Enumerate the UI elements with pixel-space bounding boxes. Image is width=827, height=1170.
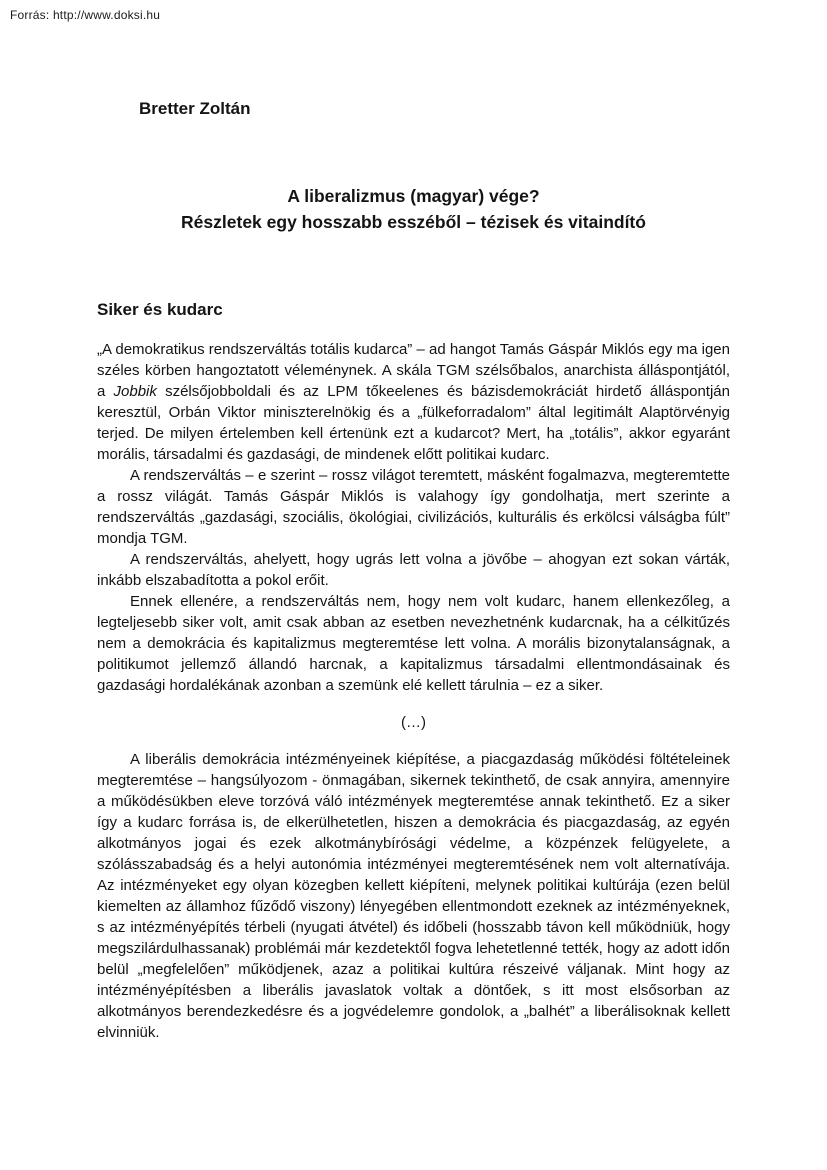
title-line-1: A liberalizmus (magyar) vége? xyxy=(287,186,540,206)
paragraph-1 xyxy=(97,339,730,465)
ellipsis-separator: (…) xyxy=(401,714,426,731)
author-name: Bretter Zoltán xyxy=(139,99,251,118)
paragraph-5: A liberális demokrácia intézményeinek kiépítése, a piacgazdaság működési föltételeinek megteremtése – hangsúlyozom - önmagában, sikernek tekinthető, de csak annyira, amennyire a működésükben eleve torzóvá váló intézmények megteremtése annak tekinthető. Ez a siker így a kudarc forrása is, de elkerülhetetlen, hiszen a demokrácia és piacgazdaság, az egyén alkotmányos jogai és ezek alkotmánybírósági védelme, a közpénzek felügyelete, a szólásszabadság és a helyi autonómia intézményei megteremtésének nem volt alternatívája. Az intézményeket egy olyan közegben kellett kiépíteni, melynek politikai kultúrája (ezen belül kiemelten az államhoz fűződő viszony) lényegében ellentmondott ezeknek az intézményeknek, s az intézményépítés térbeli (nyugati átvétel) és időbeli (hosszabb távon kell működniük, hogy megszilárdulhassanak) problémái már kezdetektől fogva lehetetlenné tették, hogy az adott időn belül „megfelelően” működjenek, azaz a politikai kultúra részeivé váljanak. Mint hogy az intézményépítésben a liberális javaslatok voltak a döntőek, s itt most elsősorban az alkotmányos berendezkedésre és a jogvédelemre gondolok, a „balhét” a liberálisoknak kellett elvinniük. xyxy=(97,751,730,1041)
section-heading: Siker és kudarc xyxy=(97,300,223,319)
paragraph-1-text-start: „A demokratikus rendszerváltás totális kudarca” – ad hangot Tamás Gáspár Miklós egy ma igen széles körben hangoztatott véleménynek. A skála TGM szélsőbalos, anarchista álláspontjától, a xyxy=(97,341,730,400)
paragraph-1-italic-word: Jobbik xyxy=(113,383,157,400)
paragraph-4: Ennek ellenére, a rendszerváltás nem, hogy nem volt kudarc, hanem ellenkezőleg, a legteljesebb siker volt, amit csak abban az esetben nevezhetnénk kudarcnak, ha a célkitűzés nem a demokrácia és kapitalizmus megteremtése lett volna. A morális bizonytalanságnak, a politikumot jellemző állandó harcnak, a kapitalizmus társadalmi ellentmondásainak és gazdasági hordalékának azonban a szemünk elé kellett tárulnia – ez a siker. xyxy=(97,593,730,694)
document-title xyxy=(97,183,730,235)
source-url-line: Forrás: http://www.doksi.hu xyxy=(10,8,161,22)
title-line-2: Részletek egy hosszabb esszéből – tézisek és vitaindító xyxy=(181,212,646,232)
paragraph-2: A rendszerváltás – e szerint – rossz világot teremtett, másként fogalmazva, megteremtette a rossz világát. Tamás Gáspár Miklós is valahogy így gondolhatja, mert szerinte a rendszerváltás „gazdasági, szociális, ökológiai, civilizációs, kulturális és erkölcsi válságba fúlt” mondja TGM. xyxy=(97,467,730,547)
paragraph-3: A rendszerváltás, ahelyett, hogy ugrás lett volna a jövőbe – ahogyan ezt sokan várták, inkább elszabadította a pokol erőit. xyxy=(97,551,730,589)
document-page xyxy=(97,0,730,1043)
paragraph-1-text-end: szélsőjobboldali és az LPM tőkeelenes és bázisdemokráciát hirdető álláspontján keresztül, Orbán Viktor miniszterelnökig és a „fülkeforradalom” által legitimált Alaptörvényig terjed. De milyen értelemben kell értenünk ezt a kudarcot? Mert, ha „totális”, akkor egyaránt morális, társadalmi és gazdasági, de mindenek előtt politikai kudarc. xyxy=(97,383,730,463)
